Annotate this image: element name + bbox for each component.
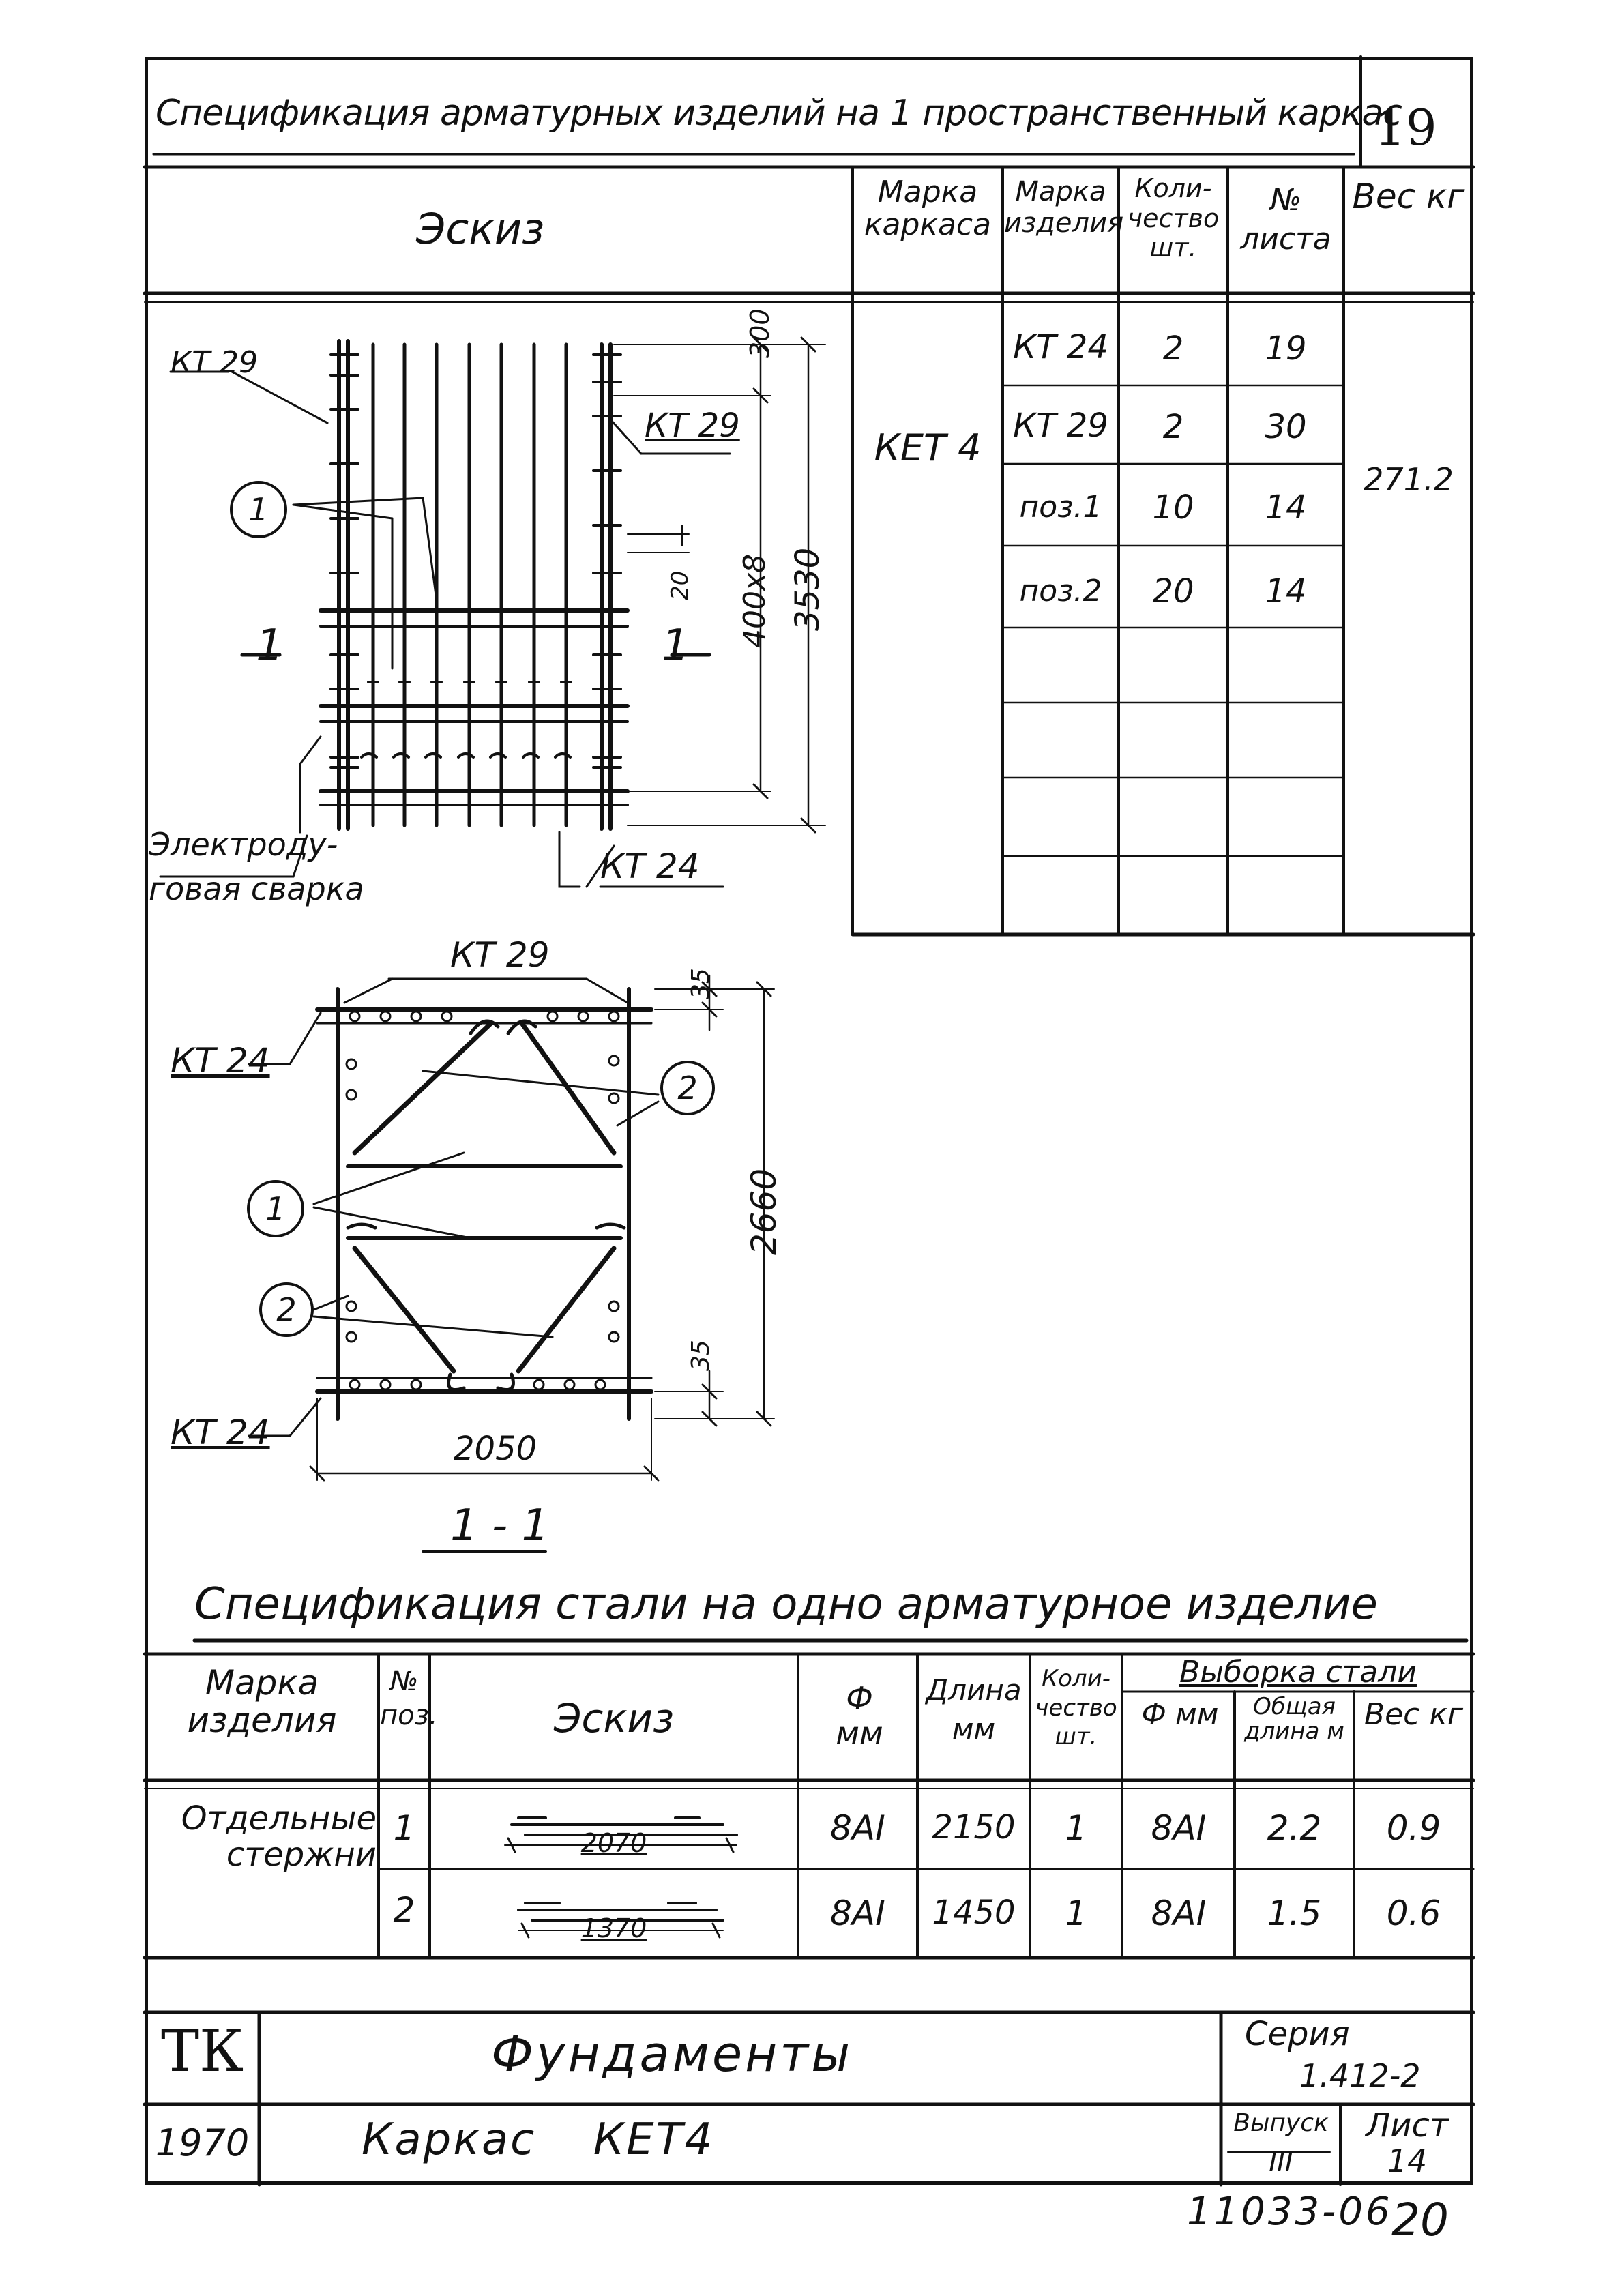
dim-35-bottom: 35 — [687, 1340, 715, 1371]
header-item-mark: Марка изделия — [1004, 176, 1124, 239]
issue-value: III — [1269, 2147, 1293, 2178]
row-item-mark: КТ 29 — [1013, 407, 1108, 445]
dim-2050: 2050 — [454, 1430, 537, 1468]
doc-title: Фундаменты — [491, 2025, 853, 2082]
steel-header-diameter: Ф мм — [836, 1680, 883, 1752]
dim-35-top: 35 — [687, 968, 715, 999]
callout-1-elevation: 1 — [230, 481, 287, 538]
steel-spec-title: Спецификация стали на одно арматурное изделие — [194, 1579, 1378, 1630]
steel-row-sel-diameter: 8АI — [1151, 1894, 1207, 1933]
callout-2-right: 2 — [660, 1061, 715, 1115]
frame-mark-value: КЕТ 4 — [874, 426, 982, 469]
dim-400x8: 400х8 — [737, 553, 772, 648]
sheet-label: Лист — [1366, 2106, 1449, 2145]
archive-number: 20 — [1391, 2194, 1449, 2246]
doc-subtitle: Каркас КЕТ4 — [362, 2115, 715, 2165]
steel-row-diameter: 8АI — [830, 1894, 885, 1933]
sheet-title: Спецификация арматурных изделий на 1 пространственный каркас — [156, 93, 1402, 134]
header-quantity: Коли-чество шт. — [1127, 173, 1220, 263]
org-code: ТК — [160, 2018, 244, 2085]
steel-row-qty: 1 — [1065, 1894, 1087, 1933]
steel-header-quantity: Коли-чество шт. — [1035, 1665, 1117, 1750]
year: 1970 — [155, 2121, 250, 2164]
steel-row-weight: 0.6 — [1386, 1894, 1441, 1933]
corner-number: 19 — [1374, 99, 1437, 156]
row-item-mark: поз.1 — [1019, 490, 1102, 525]
callout-2-left: 2 — [259, 1282, 314, 1337]
label-kt24-top: КТ 24 — [171, 1041, 270, 1080]
steel-header-selection: Выборка стали — [1179, 1655, 1417, 1690]
header-frame-mark: Марка каркаса — [864, 175, 992, 243]
steel-header-pos: № поз. — [380, 1666, 438, 1731]
row-sheet: 14 — [1265, 488, 1307, 527]
archive-code: 11033-06 — [1187, 2190, 1393, 2234]
label-kt29-section: КТ 29 — [450, 935, 550, 975]
dim-3530: 3530 — [789, 547, 827, 631]
header-weight: Вес кг — [1352, 177, 1465, 216]
callout-1-section: 1 — [247, 1180, 304, 1237]
sheet-value: 14 — [1387, 2143, 1428, 2179]
row-sheet: 30 — [1265, 408, 1307, 446]
series-value: 1.412-2 — [1299, 2057, 1421, 2094]
steel-header-sketch: Эскиз — [554, 1695, 674, 1741]
steel-row-pos: 1 — [393, 1808, 415, 1848]
row-sheet: 19 — [1265, 329, 1307, 368]
row-quantity: 20 — [1152, 572, 1194, 610]
header-sketch: Эскиз — [416, 204, 545, 254]
steel-row-length: 1450 — [932, 1894, 1016, 1932]
steel-header-length: Длина мм — [926, 1673, 1022, 1746]
row-quantity: 10 — [1152, 488, 1194, 527]
weld-note-line2: говая сварка — [149, 870, 364, 907]
dim-20: 20 — [666, 570, 694, 600]
row-quantity: 2 — [1162, 329, 1184, 368]
section-mark-left: 1 — [256, 621, 284, 671]
dim-300: 300 — [745, 308, 775, 358]
steel-row-length: 2150 — [932, 1808, 1016, 1846]
steel-row-sel-diameter: 8АI — [1151, 1808, 1207, 1848]
steel-row-sketch-dim: 2070 — [580, 1828, 647, 1858]
steel-row-weight: 0.9 — [1386, 1808, 1441, 1848]
issue-label: Выпуск — [1233, 2109, 1329, 2137]
weight-value: 271.2 — [1364, 461, 1454, 498]
label-kt29-left: КТ 29 — [171, 345, 259, 380]
steel-header-sel-weight: Вес кг — [1364, 1697, 1464, 1732]
row-sheet: 14 — [1265, 572, 1307, 610]
steel-row-diameter: 8АI — [830, 1808, 885, 1848]
section-caption: 1 - 1 — [450, 1501, 550, 1551]
steel-row-total-length: 2.2 — [1267, 1808, 1322, 1848]
weld-note-line1: Электроду- — [149, 826, 338, 863]
steel-row-total-length: 1.5 — [1267, 1894, 1322, 1933]
row-item-mark: КТ 24 — [1013, 328, 1108, 366]
steel-header-item-mark: Марка изделия — [187, 1663, 337, 1740]
header-sheet-no: № листа — [1240, 183, 1331, 257]
series-label: Серия — [1245, 2015, 1350, 2053]
steel-header-sel-length: Общая длина м — [1244, 1693, 1344, 1745]
label-kt29-right: КТ 29 — [645, 407, 740, 445]
steel-row-qty: 1 — [1065, 1808, 1087, 1848]
label-kt24-bottom: КТ 24 — [171, 1413, 270, 1452]
label-kt24: КТ 24 — [600, 847, 700, 886]
dim-2660: 2660 — [744, 1168, 784, 1255]
steel-group-label: Отдельные стержни — [181, 1799, 377, 1874]
steel-row-sketch-dim: 1370 — [580, 1913, 647, 1943]
steel-row-pos: 2 — [393, 1890, 415, 1930]
row-quantity: 2 — [1162, 408, 1184, 446]
steel-header-sel-diameter: Ф мм — [1141, 1697, 1219, 1731]
section-mark-right: 1 — [662, 621, 690, 671]
row-item-mark: поз.2 — [1019, 574, 1102, 608]
